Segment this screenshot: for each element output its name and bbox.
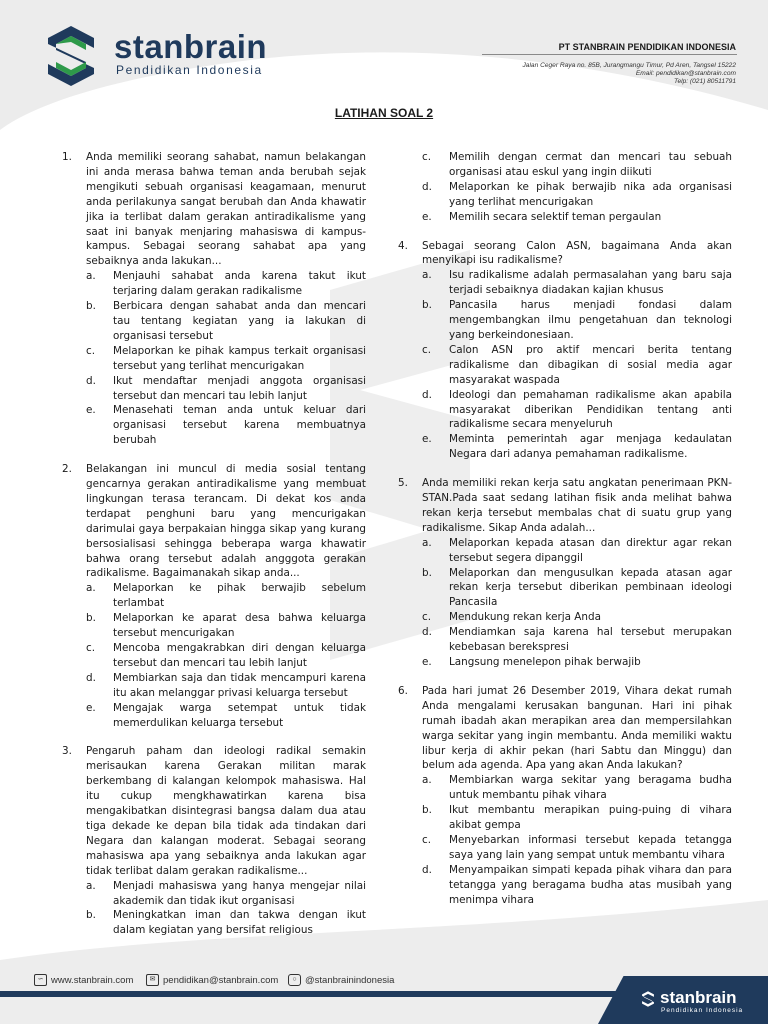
footer-email[interactable] [146,974,278,986]
question-1 [62,150,366,448]
question-number: 1. [62,151,72,163]
question-4 [398,239,732,463]
brand-name: stanbrain [114,28,268,65]
question-6 [398,684,732,908]
question-3 [62,744,366,938]
option-d: d. Membiarkan saja dan tidak mencampuri karena itu akan melanggar privasi keluarga tersebut [86,671,366,699]
option-a: a. Menjauhi sahabat anda karena takut ikut terjaring dalam gerakan radikalisme [86,270,366,298]
option-a: a. Melaporkan kepada atasan dan direktur agar rekan tersebut segera dipanggil [422,536,732,564]
question-text: Sebagai seorang Calon ASN, bagaimana Anda akan menyikapi isu radikalisme? [422,239,732,267]
option-d: d. Ideologi dan pemahaman radikalisme akan apabila masyarakat diberikan Pendidikan tentang anti radikalisme secara menyeluruh [422,388,732,431]
option-a: a. Membiarkan warga sekitar yang beragama budha untuk membantu pihak vihara [422,774,732,802]
option-d: d. Ikut mendaftar menjadi anggota organisasi tersebut dan mencari tau lebih lanjut [86,374,366,402]
option-b: b. Melaporkan ke aparat desa bahwa keluarga tersebut mencurigakan [86,612,366,640]
instagram-icon: ○ [288,974,301,986]
document-title: LATIHAN SOAL 2 [334,106,434,120]
header-divider [482,54,737,55]
footer-instagram[interactable] [288,974,394,986]
option-c: c. Calon ASN pro aktif mencari berita tentang radikalisme dan dibagikan di sosial media agar masyarakat waspada [422,343,732,386]
footer-brand-name: stanbrain [660,988,737,1007]
option-c: c. Menyebarkan informasi tersebut kepada tetangga saya yang lain yang sempat untuk membantu vihara [422,833,732,861]
option-c: c. Mendukung rekan kerja Anda [422,611,601,624]
mail-icon: ✉ [146,974,159,986]
option-b: b. Ikut membantu merapikan puing-puing di vihara akibat gempa [422,804,732,832]
question-number: 2. [62,463,72,476]
right-column [398,150,732,922]
footer-email-text: pendidikan@stanbrain.com [163,974,279,986]
address-phone: Telp: (021) 80511791 [674,78,736,85]
option-d: d. Mendiamkan saja karena hal tersebut merupakan kebebasan berekspresi [422,626,732,654]
question-text: Anda memiliki rekan kerja satu angkatan penerimaan PKN-STAN.Pada saat sedang latihan fisik anda melihat bahwa rekan kerja tersebut membalas chat di suatu grup yang radikalisme. Sikap Anda adalah... [422,477,732,534]
option-e: e. Menasehati teman anda untuk keluar dari organisasi tersebut karena membuatnya berubah [86,404,366,447]
web-icon: ∽ [34,974,47,986]
question-number: 4. [398,239,408,252]
footer-brand-subtitle: Pendidikan Indonesia [661,1007,744,1014]
question-2 [62,462,366,730]
question-number: 6. [398,684,408,697]
question-text: Pada hari jumat 26 Desember 2019, Vihara dekat rumah Anda mengalami kerusakan bangunan. Hari ini pihak rumah ibadah akan merapikan area dan mempersilahkan warga sekitar yang ingin membantu. Anda memiliki waktu libur kerja di akhir pekan (hari Sabtu dan Minggu) dan belum ada agenda. Apa yang akan Anda lakukan? [422,684,732,772]
option-a: a. Melaporkan ke pihak berwajib sebelum terlambat [86,582,366,610]
question-number: 3. [62,745,72,758]
question-3-continued [398,150,732,225]
question-5 [398,476,732,670]
question-number: 5. [398,477,408,490]
footer-website[interactable] [34,974,133,986]
option-c: c. Memilih dengan cermat dan mencari tau sebuah organisasi atau eskul yang ingin diikuti [422,151,732,178]
footer-instagram-text: @stanbrainindonesia [305,974,395,986]
address-line: Jalan Ceger Raya no. 85B, Jurangmangu Timur, Pd Aren, Tangsel 15222 [522,62,736,69]
company-address [522,62,736,86]
option-b: b. Berbicara dengan sahabat anda dan mencari tau tentang kegiatan yang ia lakukan di organisasi tersebut [86,300,366,342]
question-text: Pengaruh paham dan ideologi radikal semakin merisaukan karena Gerakan militan marak berkembang di kalangan kelompok mahasiswa. Hal itu cukup mengkhawatirkan karena bisa mengakibatkan disintegrasi bangsa dalam dua atau tiga dekade ke depan bila tidak ada tindakan dari Negara dan kalangan moderat. Sebagai seorang mahasiswa apa yang sebaiknya anda lakukan agar tidak terlibat dalam gerakan radikalisme... [86,745,366,877]
option-e: e. Memilih secara selektif teman pergaulan [422,210,662,223]
option-e: e. Mengajak warga setempat untuk tidak memerdulikan keluarga tersebut [86,701,366,729]
option-b: b. Melaporkan dan mengusulkan kepada atasan agar rekan kerja tersebut diberikan pembinaan ideologi Pancasila [422,566,732,609]
option-a: a. Menjadi mahasiswa yang hanya mengejar nilai akademik dan tidak ikut organisasi [86,879,366,907]
brand-subtitle: Pendidikan Indonesia [116,63,263,77]
option-c: c. Melaporkan ke pihak kampus terkait organisasi tersebut yang terlihat mencurigakan [86,344,366,372]
question-text: Belakangan ini muncul di media sosial tentang gencarnya gerakan antiradikalisme yang membuat lingkungan terasa terancam. Di dekat kos anda terdapat penghuni baru yang mencurigakan darimulai gaya berpakaian hingga sikap yang kurang bersosialisasi sehingga beberapa warga khawatir bahwa orang tersebut adalah angggota gerakan radikalisme. Bagaimanakah sikap anda... [86,463,366,580]
option-b: b. Meningkatkan iman dan takwa dengan ikut dalam kegiatan yang bersifat religious [86,909,366,937]
option-a: a. Isu radikalisme adalah permasalahan yang baru saja terjadi sebaiknya diadakan kajian khusus [422,269,732,297]
option-e: e. Langsung menelepon pihak berwajib [422,656,641,668]
address-email: Email: pendidikan@stanbrain.com [635,70,736,77]
footer-website-text: www.stanbrain.com [51,974,134,986]
question-text: Anda memiliki seorang sahabat, namun belakangan ini anda merasa bahwa teman anda berubah sejak mengikuti sebuah organisasi keagamaan, menurut anda perilakunya sangat berubah dan Anda khawatir jika ia terlibat dalam gerakan antiradikalisme yang saat ini banyak menjaring mahasiswa di kampus-kampus. Sebagai seorang sahabat apa yang sebaiknya anda lakukan... [86,151,366,268]
stanbrain-logo-icon [40,24,102,88]
left-column [62,150,366,952]
option-d: d. Menyampaikan simpati kepada pihak vihara dan para tetangga yang beragama budha atas musibah yang menimpa vihara [422,863,732,906]
option-d: d. Melaporkan ke pihak berwajib nika ada organisasi yang terlihat mencurigakan [422,180,732,208]
option-b: b. Pancasila harus menjadi fondasi dalam mengembangkan ilmu pengetahuan dan teknologi yang berkeindonesiaan. [422,299,732,341]
footer-logo-icon [640,990,656,1008]
company-name: PT STANBRAIN PENDIDIKAN INDONESIA [558,42,736,52]
option-e: e. Meminta pemerintah agar menjaga kedaulatan Negara dari adanya pemahaman radikalisme. [422,433,732,461]
option-c: c. Mencoba mengakrabkan diri dengan keluarga tersebut dan mencari tau lebih lanjut [86,642,366,669]
